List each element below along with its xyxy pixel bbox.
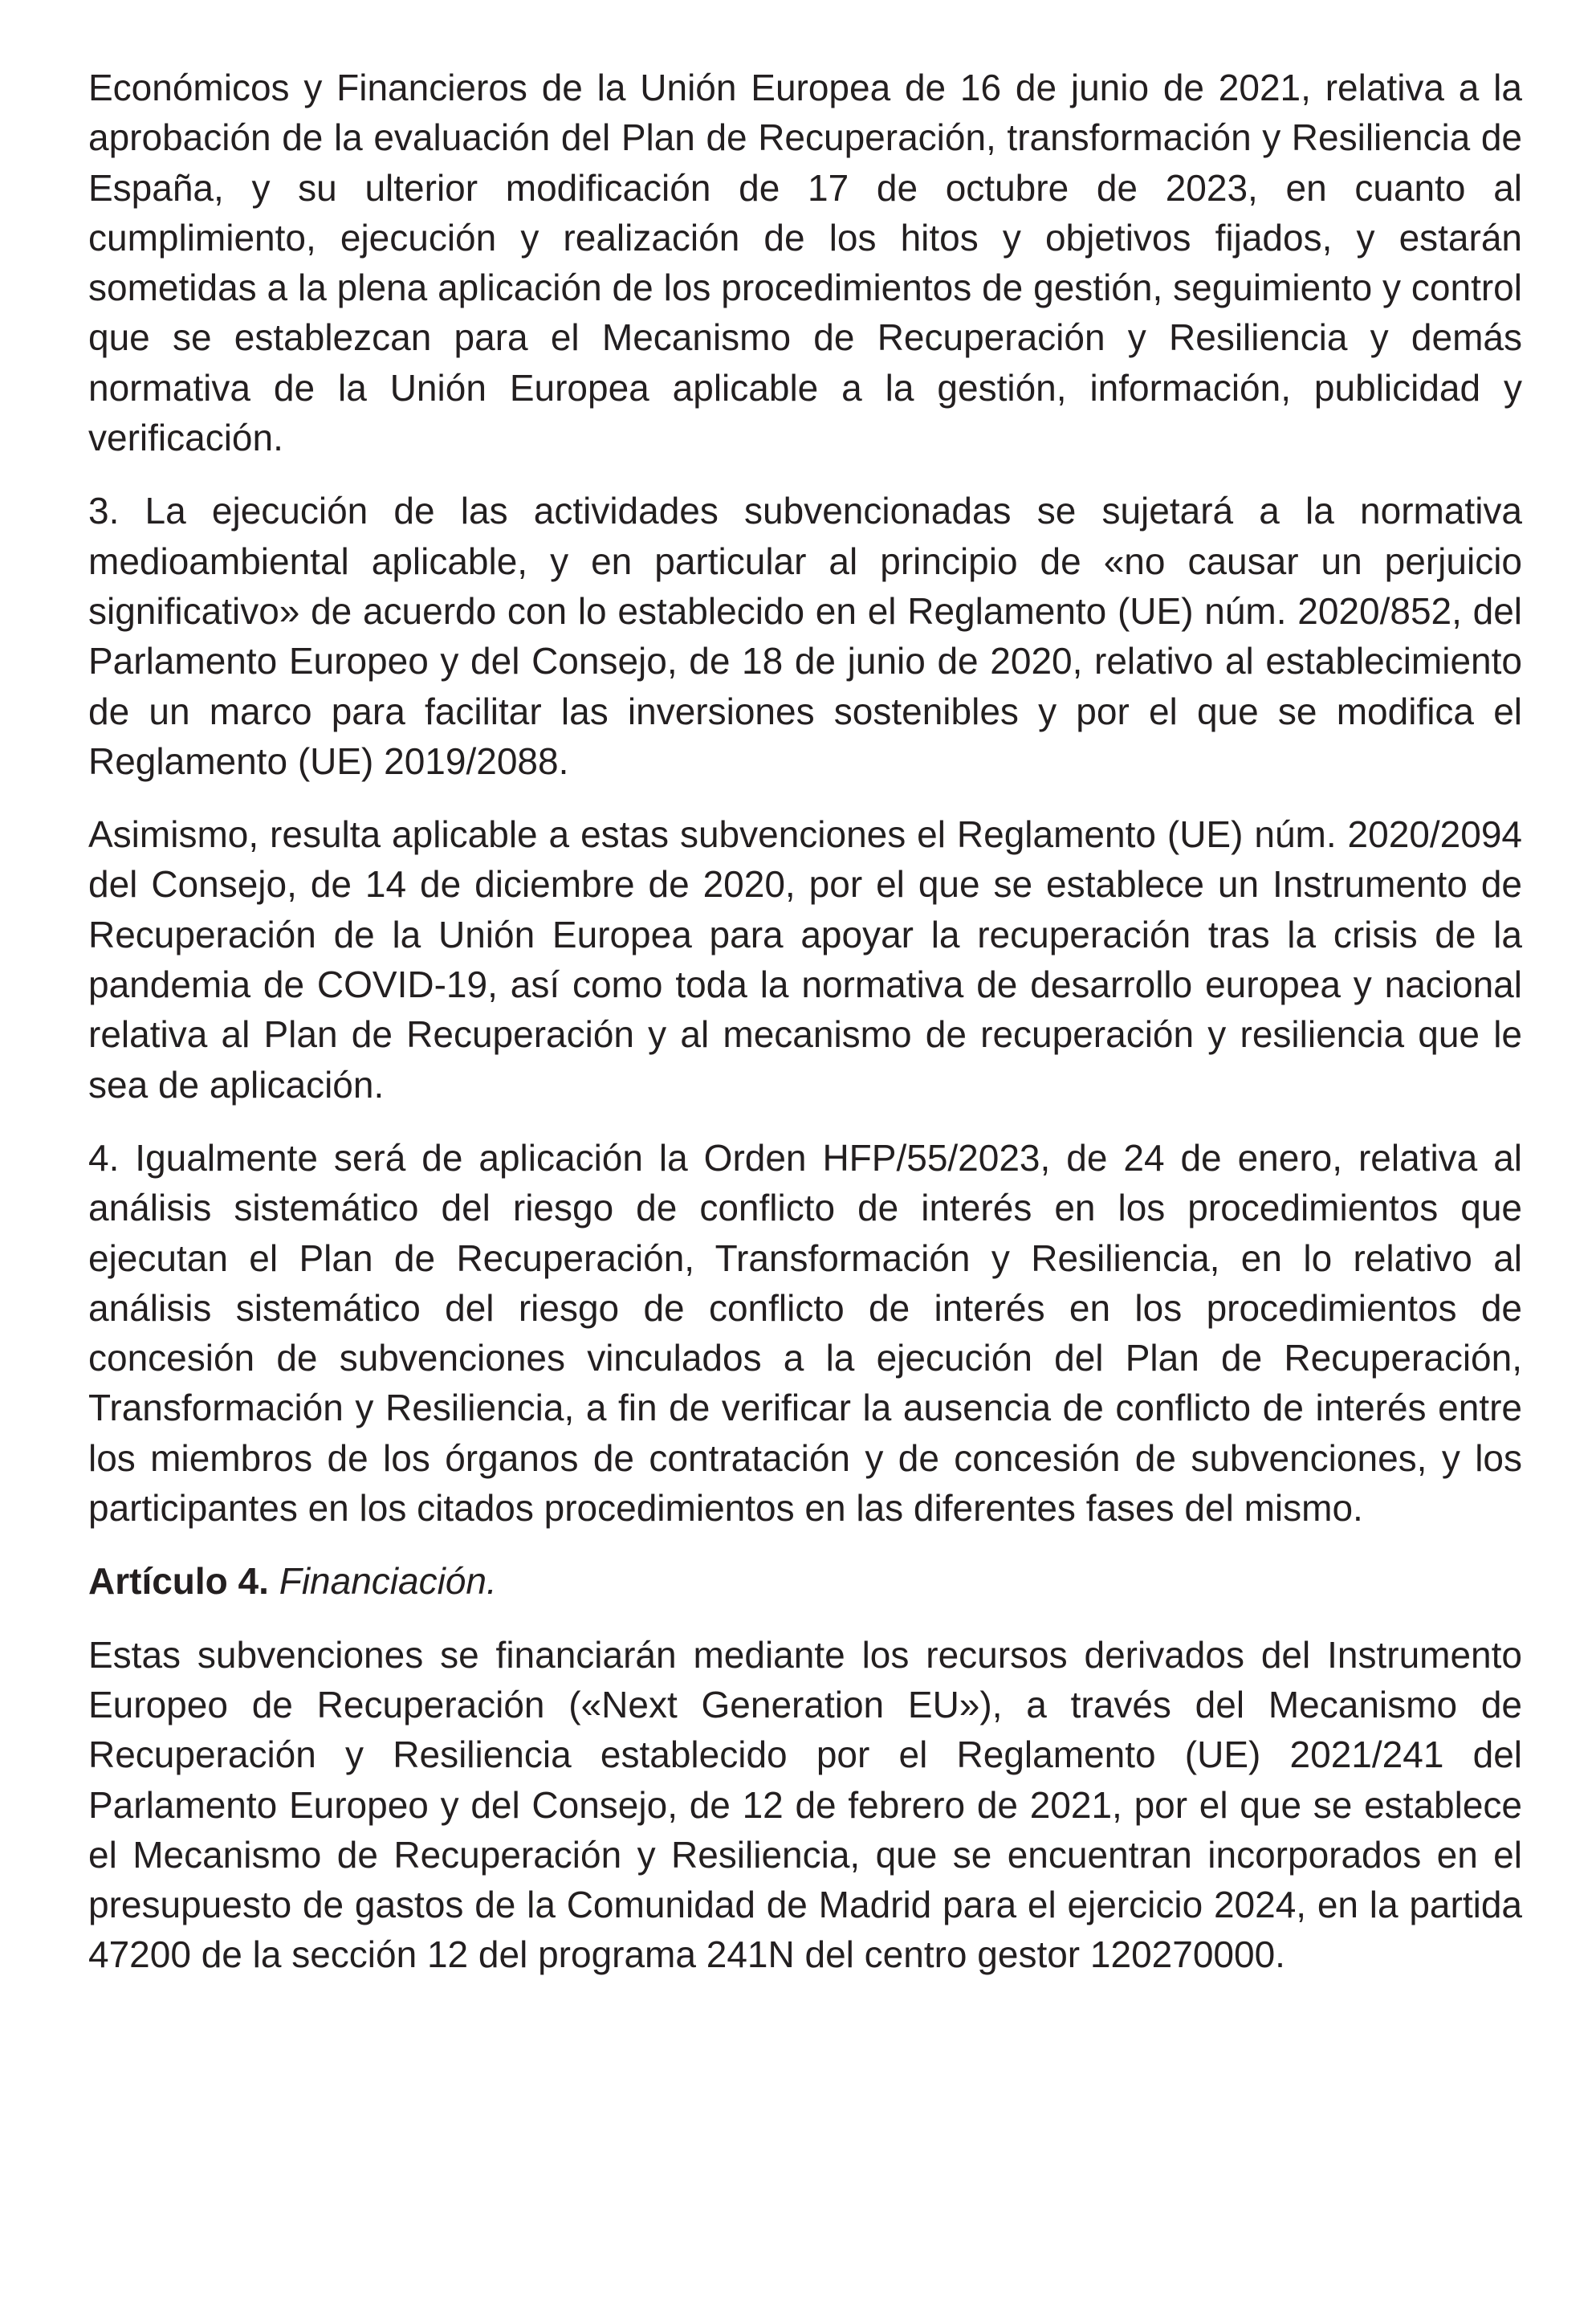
paragraph-asimismo: Asimismo, resulta aplicable a estas subvenciones el Reglamento (UE) núm. 2020/2094 del Consejo, de 14 de diciembre de 2020, por el que se establece un Instrumento de Recuperación de la Unión Europea para apoyar la recuperación tras la crisis de la pandemia de COVID-19, así como toda la normativa de desarrollo europea y nacional relativa al Plan de Recuperación y al mecanismo de recuperación y resiliencia que le sea de aplicación. (88, 813, 1522, 1106)
paragraph-financing: Estas subvenciones se financiarán mediante los recursos derivados del Instrumento Europeo de Recuperación («Next Generation EU»), a través del Mecanismo de Recuperación y Resiliencia establecido por el Reglamento (UE) 2021/241 del Parlamento Europeo y del Consejo, de 12 de febrero de 2021, por el que se establece el Mecanismo de Recuperación y Resiliencia, que se encuentran incorporados en el presupuesto de gastos de la Comunidad de Madrid para el ejercicio 2024, en la partida 47200 de la sección 12 del programa 241N del centro gestor 120270000. (88, 1633, 1522, 1976)
paragraph-section-4: 4. Igualmente será de aplicación la Orden HFP/55/2023, de 24 de enero, relativa al análisis sistemático del riesgo de conflicto de interés en los procedimientos que ejecutan el Plan de Recuperación, Transformación y Resiliencia, en lo relativo al análisis sistemático del riesgo de conflicto de interés en los procedimientos de concesión de subvenciones vinculados a la ejecución del Plan de Recuperación, Transformación y Resiliencia, a fin de verificar la ausencia de conflicto de interés entre los miembros de los órganos de contratación y de concesión de subvenciones, y los participantes en los citados procedimientos en las diferentes fases del mismo. (88, 1136, 1522, 1530)
paragraph-section-3: 3. La ejecución de las actividades subvencionadas se sujetará a la normativa medioambiental aplicable, y en particular al principio de «no causar un perjuicio significativo» de acuerdo con lo establecido en el Reglamento (UE) núm. 2020/852, del Parlamento Europeo y del Consejo, de 18 de junio de 2020, relativo al establecimiento de un marco para facilitar las inversiones sostenibles y por el que se modifica el Reglamento (UE) 2019/2088. (88, 490, 1522, 782)
document-page (88, 63, 1522, 2003)
article-heading (88, 1556, 1522, 1606)
article-title: Financiación. (279, 1560, 497, 1603)
article-number: Artículo 4. (88, 1560, 269, 1603)
paragraph-continuation: Económicos y Financieros de la Unión Europea de 16 de junio de 2021, relativa a la aprobación de la evaluación del Plan de Recuperación, transformación y Resiliencia de España, y su ulterior modificación de 17 de octubre de 2023, en cuanto al cumplimiento, ejecución y realización de los hitos y objetivos fijados, y estarán sometidas a la plena aplicación de los procedimientos de gestión, seguimiento y control que se establezcan para el Mecanismo de Recuperación y Resiliencia y demás normativa de la Unión Europea aplicable a la gestión, información, publicidad y verificación. (88, 67, 1522, 459)
